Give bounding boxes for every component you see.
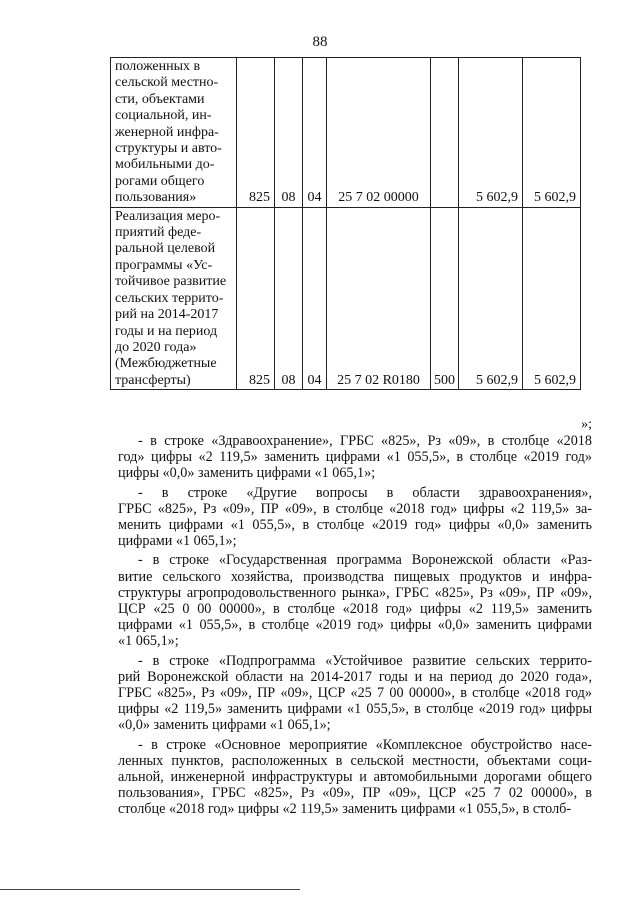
name-line: женерной инфра- xyxy=(115,124,219,140)
name-line: (Межбюджетные xyxy=(115,356,217,372)
text-line: цифрами «1 065,1»; xyxy=(118,533,237,550)
text-line: ленных пунктов, расположенных в сельской местности, объектами соци- xyxy=(118,752,592,769)
name-line: тойчивое развитие xyxy=(115,274,227,290)
page-number: 88 xyxy=(312,34,328,50)
text-line: пользования», ГРБС «825», Рз «09», ПР «09», ЦСР «25 7 02 00000», в xyxy=(118,785,592,802)
text-line: ГРБС «825», Рз «09», ПР «09», ЦСР «25 7 00 00000», в столбце «2018 год» xyxy=(118,685,592,702)
name-line: пользования» xyxy=(115,190,197,206)
text-line: цифрами «1 055,5», в столбце «2019 год» цифры «0,0» заменить цифрами xyxy=(118,617,592,634)
table-cell-sum2018: 5 602,9 xyxy=(459,207,523,389)
table-row xyxy=(111,58,581,208)
text-line: год» цифры «2 119,5» заменить цифрами «1 055,5», в столбце «2019 год» xyxy=(118,449,592,466)
name-line: до 2020 года» xyxy=(115,339,197,355)
table-cell-name xyxy=(111,207,237,389)
name-line: ральной целевой xyxy=(115,241,216,257)
text-line: «0,0» заменить цифрами «1 065,1»; xyxy=(118,717,331,734)
text-line: цифры «2 119,5» заменить цифрами «1 055,5», в столбце «2019 год» цифры xyxy=(118,701,592,718)
table-cell-rz: 08 xyxy=(275,58,303,208)
text-line: ГРБС «825», Рз «09», ПР «09», в столбце «2018 год» цифры «2 119,5» за- xyxy=(118,500,592,517)
text-line: ЦСР «25 0 00 00000», в столбце «2018 год» цифры «2 119,5» заменить xyxy=(118,601,592,618)
text-line: рий Воронежской области на 2014-2017 годы и на период до 2020 года», xyxy=(118,668,592,685)
amendment-paragraph xyxy=(118,433,592,482)
name-line: структуры и авто- xyxy=(115,141,222,157)
amendment-paragraph xyxy=(118,485,592,550)
text-line: столбце «2018 год» цифры «2 119,5» заменить цифрами «1 055,5», в столб- xyxy=(118,801,572,818)
name-line: сельских террито- xyxy=(115,290,224,306)
text-line: «1 065,1»; xyxy=(118,633,179,650)
budget-table xyxy=(110,57,581,390)
name-line: положенных в xyxy=(115,59,201,74)
text-line: структуры агропродовольственного рынка», ГРБС «825», Рз «09», ПР «09», xyxy=(118,584,592,601)
text-line: - в строке «Государственная программа Воронежской области «Раз- xyxy=(138,552,592,569)
table-cell-sum2019: 5 602,9 xyxy=(523,58,581,208)
table-cell-csr: 25 7 02 00000 xyxy=(327,58,431,208)
name-line: трансферты) xyxy=(115,372,191,388)
amendment-paragraph xyxy=(118,653,592,734)
text-line: альной, инженерной инфраструктуры и автомобильными дорогами общего xyxy=(118,769,592,786)
table-cell-vr xyxy=(431,58,459,208)
table-cell-pr: 04 xyxy=(303,207,327,389)
name-line: рий на 2014-2017 xyxy=(115,307,219,323)
text-line: витие сельского хозяйства, производства пищевых продуктов и инфра- xyxy=(118,568,592,585)
table-cell-pr: 04 xyxy=(303,58,327,208)
text-line: - в строке «Подпрограмма «Устойчивое развитие сельских террито- xyxy=(138,652,592,669)
table-cell-name xyxy=(111,58,237,208)
table-cell-grbs: 825 xyxy=(237,207,275,389)
name-line: годы и на период xyxy=(115,323,218,339)
name-line: рогами общего xyxy=(115,173,205,189)
table-cell-sum2018: 5 602,9 xyxy=(459,58,523,208)
text-line: менить цифрами «1 055,5», в столбце «2019 год» цифры «0,0» заменить xyxy=(118,517,592,534)
name-line: сельской местно- xyxy=(115,75,219,91)
amendment-paragraph xyxy=(118,737,592,818)
name-line: мобильными до- xyxy=(115,157,215,173)
footer-rule xyxy=(0,889,300,890)
table-cell-csr: 25 7 02 R0180 xyxy=(327,207,431,389)
table-closing-mark: »; xyxy=(581,417,592,432)
table-cell-grbs: 825 xyxy=(237,58,275,208)
text-line: - в строке «Здравоохранение», ГРБС «825», Рз «09», в столбце «2018 xyxy=(138,433,592,449)
amendment-paragraph xyxy=(118,552,592,649)
table-cell-vr: 500 xyxy=(431,207,459,389)
name-line: социальной, ин- xyxy=(115,108,212,124)
amendments-text xyxy=(118,433,592,821)
name-line: Реализация меро- xyxy=(115,208,221,224)
text-line: - в строке «Другие вопросы в области здравоохранения», xyxy=(138,484,592,501)
name-line: программы «Ус- xyxy=(115,257,213,273)
table-cell-sum2019: 5 602,9 xyxy=(523,207,581,389)
text-line: цифры «0,0» заменить цифрами «1 065,1»; xyxy=(118,465,376,482)
name-line: приятий феде- xyxy=(115,225,202,241)
table-row xyxy=(111,207,581,389)
table-cell-rz: 08 xyxy=(275,207,303,389)
name-line: сти, объектами xyxy=(115,91,205,107)
text-line: - в строке «Основное мероприятие «Комплексное обустройство насе- xyxy=(138,736,592,753)
